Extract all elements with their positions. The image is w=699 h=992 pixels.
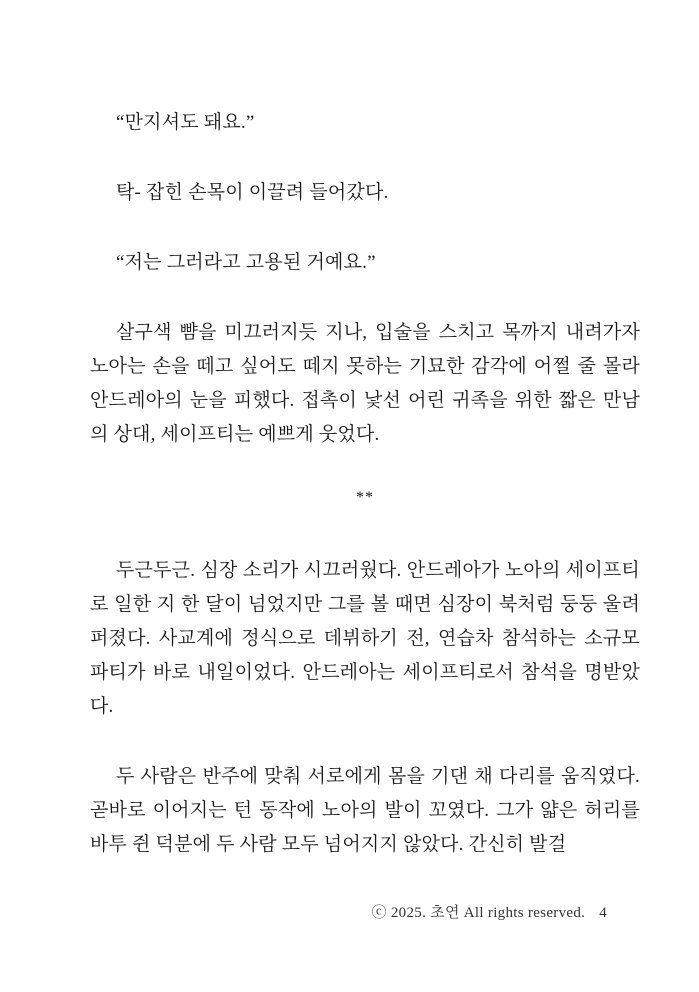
page-number: 4 <box>599 905 607 921</box>
page-footer <box>0 903 699 923</box>
paragraph-narration-4: 두 사람은 반주에 맞춰 서로에게 몸을 기댄 채 다리를 움직였다. 곧바로 이어지는 턴 동작에 노아의 발이 꼬였다. 그가 얇은 허리를 바투 쥔 덕분에 두 사람 모두 넘어지지 않았다. 간신히 발걸 <box>90 766 640 855</box>
copyright-notice: ⓒ 2025. 초연 All rights reserved. <box>371 905 586 921</box>
paragraph-dialogue-2: “저는 그러라고 고용된 거예요.” <box>116 252 376 273</box>
page-content <box>90 0 640 898</box>
paragraph-narration-2: 살구색 뺨을 미끄러지듯 지나, 입술을 스치고 목까지 내려가자 노아는 손을 떼고 싶어도 떼지 못하는 기묘한 감각에 어쩔 줄 몰라 안드레아의 눈을 피했다. 접촉이 낯선 어린 귀족을 위한 짧은 만남의 상대, 세이프티는 예쁘게 웃었다. <box>90 322 640 445</box>
paragraph-narration-3: 두근두근. 심장 소리가 시끄러웠다. 안드레아가 노아의 세이프티로 일한 지 한 달이 넘었지만 그를 볼 때면 심장이 북처럼 둥둥 울려 퍼졌다. 사교계에 정식으로 데뷔하기 전, 연습차 참석하는 소규모 파티가 바로 내일이었다. 안드레아는 세이프티로서 참석을 명받았다. <box>90 560 640 717</box>
paragraph-dialogue-1: “만지셔도 돼요.” <box>116 112 255 133</box>
paragraph-narration-1: 탁- 잡힌 손목이 이끌려 들어갔다. <box>116 182 389 203</box>
scene-separator: ** <box>356 489 374 506</box>
